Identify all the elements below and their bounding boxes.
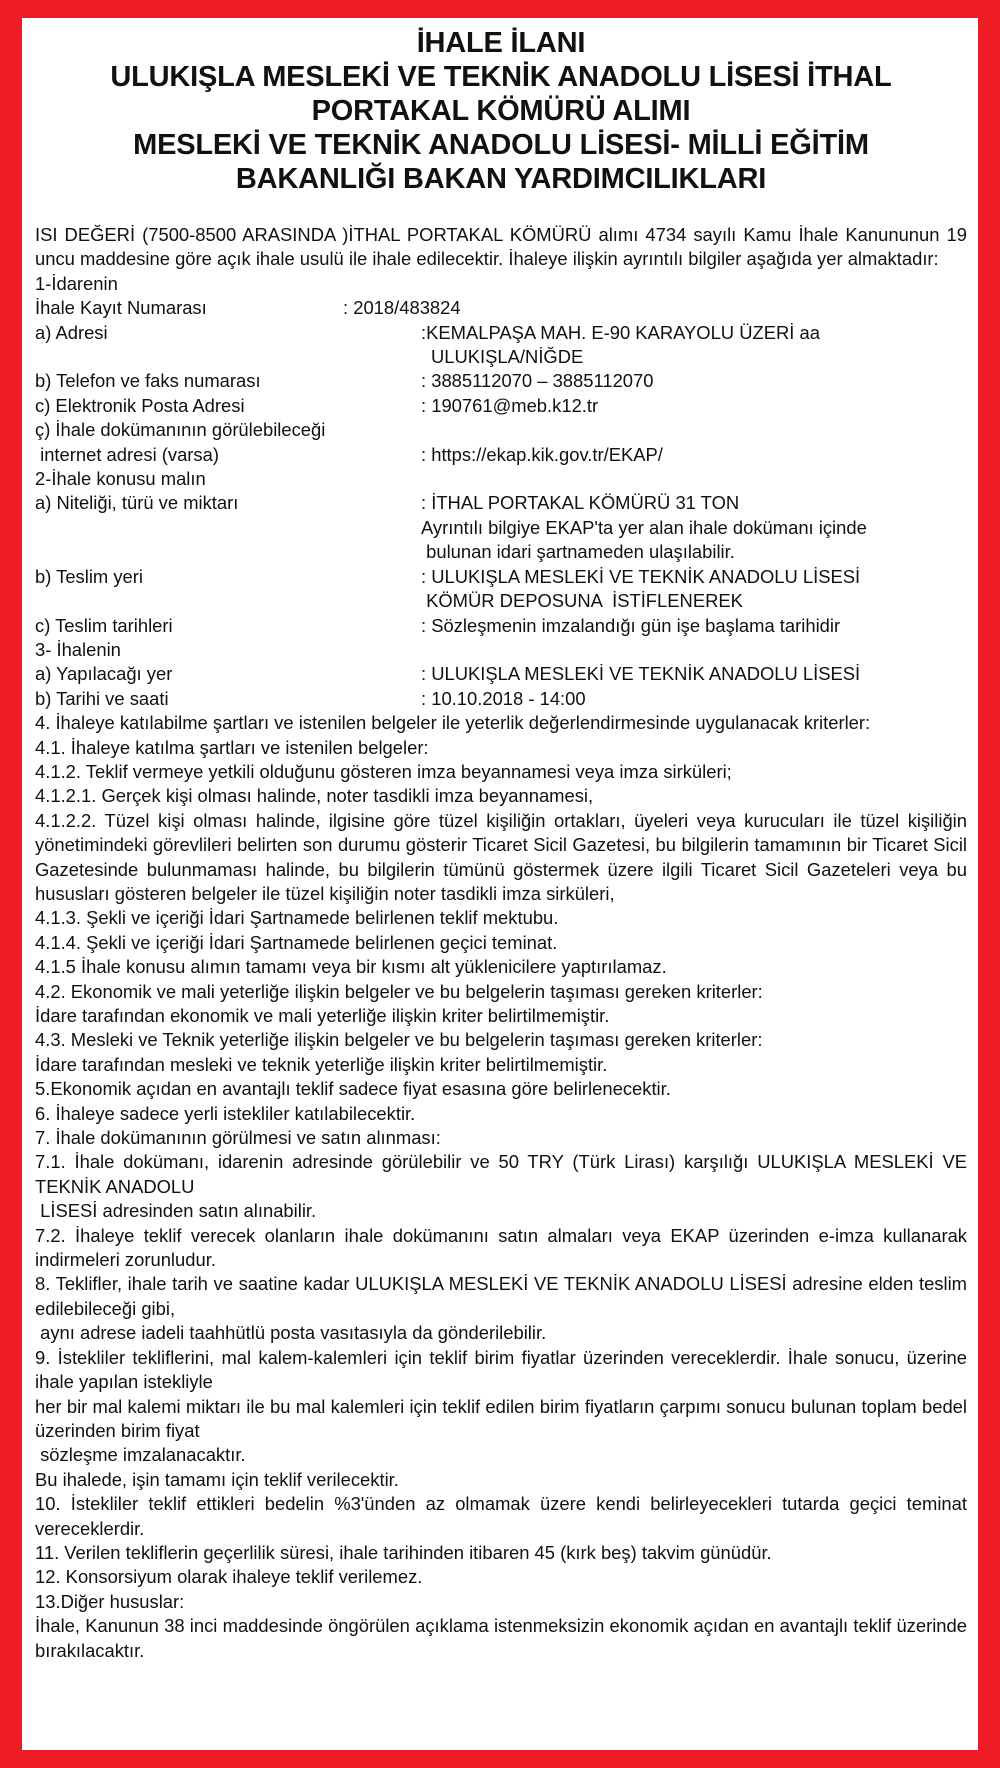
adres-row [35, 321, 967, 345]
telefon-label: b) Telefon ve faks numarası [35, 370, 261, 392]
yer-value: : ULUKIŞLA MESLEKİ VE TEKNİK ANADOLU LİSESİ [421, 663, 861, 685]
teslim-tarih-label: c) Teslim tarihleri [35, 614, 173, 636]
nitelik-note-cont: bulunan idari şartnameden ulaşılabilir. [421, 541, 735, 563]
ihalenin-heading: 3- İhalenin [35, 638, 121, 660]
telefon-row [35, 369, 967, 393]
eposta-label: c) Elektronik Posta Adresi [35, 394, 245, 416]
section-paragraph: İhale, Kanunun 38 inci maddesinde öngörülen açıklama istenmeksizin ekonomik açıdan en avantajlı teklif üzerinde bırakılacaktır. [35, 1615, 967, 1661]
nitelik-label: a) Niteliği, türü ve miktarı [35, 492, 239, 514]
yer-row [35, 662, 967, 686]
section-paragraph: 4.1. İhaleye katılma şartları ve istenilen belgeler: [35, 736, 429, 758]
konu-heading: 2-İhale konusu malın [35, 468, 206, 490]
adres-label: a) Adresi [35, 321, 108, 343]
section-paragraph: İdare tarafından mesleki ve teknik yeterliğe ilişkin kriter belirtilmemiştir. [35, 1053, 608, 1075]
teslim-yeri-value-cont: KÖMÜR DEPOSUNA İSTİFLENEREK [421, 590, 743, 612]
section-paragraph: 4.1.2.2. Tüzel kişi olması halinde, ilgisine göre tüzel kişiliğin ortakları, üyeleri veya kurucuları ile tüzel kişiliğin yönetimindeki görevlileri belirten son durumu gösterir Ticaret Sicil Gazetesi, bu bilgilerin tamamının bir Ticaret Sicil Gazetesinde bulunmaması halinde, bu bilgilerin tümünü göstermek üzere ilgili Ticaret Sicil Gazeteleri veya bu hususları gösteren belgeler ile tüzel kişiliğin noter tasdikli imza sirküleri, [35, 809, 967, 904]
section-paragraph: İdare tarafından ekonomik ve mali yeterliğe ilişkin kriter belirtilmemiştir. [35, 1005, 610, 1026]
eposta-row [35, 394, 967, 418]
internet-value: : https://ekap.kik.gov.tr/EKAP/ [421, 443, 663, 465]
announcement-body [35, 223, 967, 1663]
section-paragraph: 7. İhale dokümanının görülmesi ve satın alınması: [35, 1127, 441, 1149]
section-paragraph: 8. Teklifler, ihale tarih ve saatine kadar ULUKIŞLA MESLEKİ VE TEKNİK ANADOLU LİSESİ adresine elden teslim edilebileceği gibi, [35, 1273, 967, 1319]
nitelik-value: : İTHAL PORTAKAL KÖMÜRÜ 31 TON [421, 492, 740, 514]
section-paragraph: 4.1.4. Şekli ve içeriği İdari Şartnamede belirlenen geçici teminat. [35, 931, 558, 953]
teslim-yeri-value: : ULUKIŞLA MESLEKİ VE TEKNİK ANADOLU LİSESİ [421, 565, 861, 587]
section-paragraph: 11. Verilen tekliflerin geçerlilik süresi, ihale tarihinden itibaren 45 (kırk beş) takvim günüdür. [35, 1541, 772, 1563]
section-paragraph: 7.2. İhaleye teklif verecek olanların ihale dokümanını satın almaları veya EKAP üzerinden e-imza kullanarak indirmeleri zorunludur. [35, 1224, 967, 1271]
internet-label: ç) İhale dokümanının görülebileceği [35, 419, 326, 441]
telefon-value: : 3885112070 – 3885112070 [421, 370, 654, 392]
idare-heading: 1-İdarenin [35, 272, 118, 294]
teslim-tarih-value: : Sözleşmenin imzalandığı gün işe başlama tarihidir [421, 614, 841, 636]
intro-paragraph: ISI DEĞERİ (7500-8500 ARASINDA )İTHAL PORTAKAL KÖMÜRÜ alımı 4734 sayılı Kamu İhale Kanununun 19 uncu maddesine göre açık ihale usulü ile ihale edilecektir. İhaleye ilişkin ayrıntılı bilgiler aşağıda yer almaktadır: [35, 224, 967, 270]
section-paragraph: 4.3. Mesleki ve Teknik yeterliğe ilişkin belgeler ve bu belgelerin taşıması gereken kriterler: [35, 1029, 763, 1051]
section-paragraph: 4.2. Ekonomik ve mali yeterliğe ilişkin belgeler ve bu belgelerin taşıması gereken kriterler: [35, 980, 763, 1002]
section-paragraph: 4.1.2. Teklif vermeye yetkili olduğunu gösteren imza beyannamesi veya imza sirküleri; [35, 760, 732, 782]
nitelik-note: Ayrıntılı bilgiye EKAP'ta yer alan ihale dokümanı içinde [421, 516, 867, 538]
section-paragraph: 4.1.5 İhale konusu alımın tamamı veya bir kısmı alt yüklenicilere yaptırılamaz. [35, 956, 667, 978]
section-paragraph: 6. İhaleye sadece yerli istekliler katılabilecektir. [35, 1102, 416, 1124]
title-line: BAKANLIĞI BAKAN YARDIMCILIKLARI [235, 163, 767, 195]
section-paragraph: Bu ihalede, işin tamamı için teklif verilecektir. [35, 1468, 399, 1490]
section-paragraph: sözleşme imzalanacaktır. [35, 1444, 246, 1466]
title-line: İHALE İLANI [416, 27, 586, 59]
section-paragraph: 9. İstekliler tekliflerini, mal kalem-kalemleri için teklif birim fiyatlar üzerinden vereceklerdir. İhale sonucu, üzerine ihale yapılan istekliyle [35, 1346, 967, 1393]
internet-row [35, 443, 967, 467]
eposta-value: : 190761@meb.k12.tr [421, 394, 599, 416]
conditions-sections [35, 711, 967, 1663]
announcement [35, 26, 967, 1663]
title-line: PORTAKAL KÖMÜRÜ ALIMI [311, 95, 691, 127]
tarih-value: : 10.10.2018 - 14:00 [421, 687, 586, 709]
tarih-label: b) Tarihi ve saati [35, 687, 169, 709]
announcement-title [35, 26, 967, 196]
section-paragraph: 7.1. İhale dokümanı, idarenin adresinde görülebilir ve 50 TRY (Türk Lirası) karşılığı ULUKIŞLA MESLEKİ VE TEKNİK ANADOLU [35, 1151, 967, 1197]
adres-value-cont: ULUKIŞLA/NİĞDE [431, 346, 584, 368]
tarih-row [35, 687, 967, 711]
section-paragraph: LİSESİ adresinden satın alınabilir. [35, 1200, 317, 1222]
internet-label-cont: internet adresi (varsa) [35, 443, 219, 465]
kayit-value: : 2018/483824 [343, 297, 461, 319]
teslim-yeri-label: b) Teslim yeri [35, 565, 143, 587]
section-paragraph: 10. İstekliler teklif ettikleri bedelin %3'ünden az olmamak üzere kendi belirleyecekleri tutarda geçici teminat vereceklerdir. [35, 1493, 967, 1539]
kayit-row [35, 296, 967, 320]
teslim-tarih-row [35, 614, 967, 638]
yer-label: a) Yapılacağı yer [35, 663, 173, 685]
title-line: ULUKIŞLA MESLEKİ VE TEKNİK ANADOLU LİSESİ İTHAL [110, 61, 892, 93]
title-line: MESLEKİ VE TEKNİK ANADOLU LİSESİ- MİLLİ EĞİTİM [133, 129, 869, 161]
section-paragraph: 13.Diğer hususlar: [35, 1590, 185, 1612]
adres-value: :KEMALPAŞA MAH. E-90 KARAYOLU ÜZERİ aa [421, 321, 820, 343]
nitelik-row [35, 491, 967, 515]
section-paragraph: aynı adrese iadeli taahhütlü posta vasıtasıyla da gönderilebilir. [35, 1322, 547, 1344]
section-paragraph: 5.Ekonomik açıdan en avantajlı teklif sadece fiyat esasına göre belirlenecektir. [35, 1078, 671, 1100]
section-paragraph: 4.1.3. Şekli ve içeriği İdari Şartnamede belirlenen teklif mektubu. [35, 907, 559, 929]
section-paragraph: 12. Konsorsiyum olarak ihaleye teklif verilemez. [35, 1566, 423, 1588]
section-paragraph: 4.1.2.1. Gerçek kişi olması halinde, noter tasdikli imza beyannamesi, [35, 785, 594, 807]
section-paragraph: 4. İhaleye katılabilme şartları ve istenilen belgeler ile yeterlik değerlendirmesinde uygulanacak kriterler: [35, 712, 871, 734]
section-paragraph: her bir mal kalemi miktarı ile bu mal kalemleri için teklif edilen birim fiyatların çarpımı sonucu bulunan toplam bedel üzerinden birim fiyat [35, 1395, 967, 1441]
teslim-yeri-row [35, 565, 967, 589]
kayit-label: İhale Kayıt Numarası [35, 297, 207, 319]
